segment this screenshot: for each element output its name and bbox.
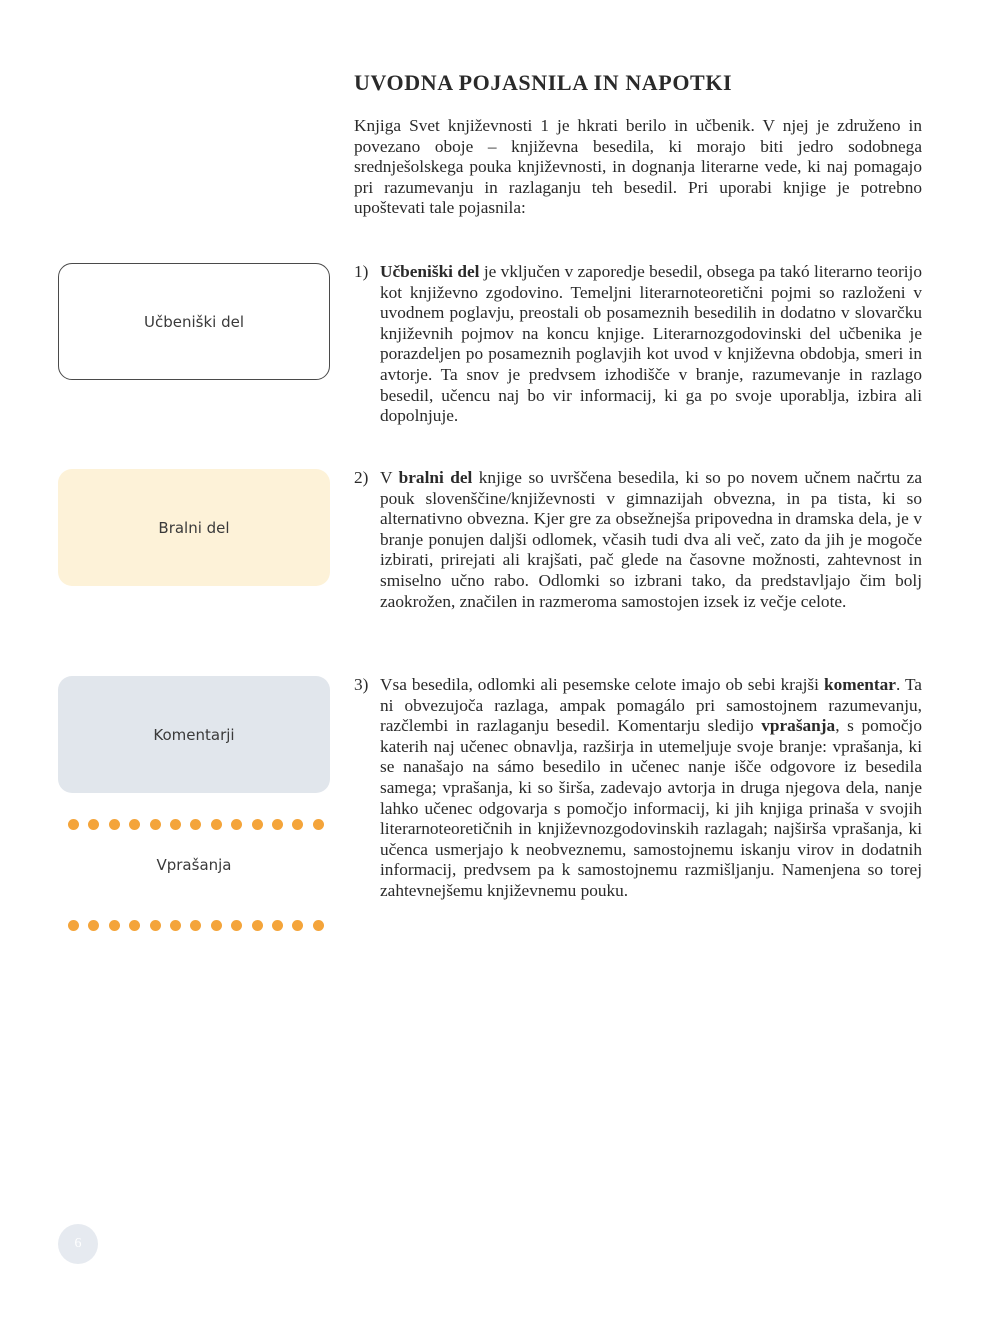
dot (272, 819, 283, 830)
list-item-komentarji (354, 675, 922, 902)
dot (68, 819, 79, 830)
ucbeniski-del-box (58, 263, 330, 380)
dot (190, 819, 201, 830)
dot (313, 819, 324, 830)
term-ucbeniski-del: Učbeniški del (380, 262, 480, 281)
term-bralni-del: bralni del (398, 468, 473, 487)
dot (170, 819, 181, 830)
dot (292, 819, 303, 830)
ucbeniski-del-label: Učbeniški del (143, 312, 244, 331)
vprasanja-label: Vprašanja (156, 856, 232, 874)
item-text: V bralni del knjige so uvrščena besedila, ki so po novem učnem načrtu za pouk slovenščine/književnosti v gimnazijah obvezna, in pa tista, ki so alternativno obvezna. Kjer gre za obsežnejša pripovedna in dramska dela, je v branje ponujen daljši odlomek, včasih tudi dva ali več, zato da jih je mogoče izbirati, prirejati ali krajšati, pač glede na časovne možnosti, zahtevnost in smiselno učno rabo. Odlomki so izbrani tako, da predstavljajo čim bolj zaokrožen, značilen in razmeroma samostojen izsek iz večje celote. (380, 468, 922, 611)
dot (150, 819, 161, 830)
dot (150, 920, 161, 931)
dot (190, 920, 201, 931)
bralni-del-box (58, 469, 330, 586)
page-title: UVODNA POJASNILA IN NAPOTKI (354, 70, 733, 95)
item-text: Učbeniški del je vključen v zaporedje besedil, obsega pa takó literarno teorijo kot književno zgodovino. Temeljni literarnoteoretični pojmi so razloženi v uvodnem poglavju, preostali ob posameznih besedilih in dodatno v slovarčku književnih pojmov na koncu knjige. Literarnozgodovinski del učbenika je porazdeljen po posameznih poglavjih kot uvod v književna obdobja, smeri in avtorje. Ta snov je predvsem izhodišče v branje, razumevanje in razlago besedil, učencu naj bo vir informacij, ki ga po svoje uporablja, izbira ali dopolnjuje. (380, 262, 922, 426)
term-vprasanja: vprašanja (761, 716, 836, 736)
dot (88, 819, 99, 830)
komentarji-label: Komentarji (153, 725, 235, 744)
dot (211, 819, 222, 830)
dot (272, 920, 283, 931)
dotted-divider-top (68, 819, 324, 830)
dot (231, 819, 242, 830)
bralni-del-label: Bralni del (158, 518, 230, 537)
dot (170, 920, 181, 931)
dot (109, 920, 120, 931)
dot (129, 920, 140, 931)
dot (68, 920, 79, 931)
dot (211, 920, 222, 931)
page-number-badge (58, 1224, 98, 1264)
komentarji-box (58, 676, 330, 793)
term-komentar: komentar (823, 675, 896, 694)
dot (252, 920, 263, 931)
dot (231, 920, 242, 931)
list-item-ucbeniski (354, 262, 922, 427)
dot (313, 920, 324, 931)
item-number: 2) (354, 468, 369, 487)
item-number: 1) (354, 262, 369, 281)
dot (109, 819, 120, 830)
item-text: Vsa besedila, odlomki ali pesemske celote imajo ob sebi krajši komentar. Ta ni obvezujoča razlaga, ampak pomagálo pri samostojnem razumevanju, razčlembi in razlaganju besedil. Komentarju sledijo vprašanja, s pomočjo katerih naj učenec obnavlja, razširja in utemeljuje svoje branje: vprašanja, ki se nanašajo na sámo besedilo in učenec nanje išče odgovore iz besedila samega; vprašanja, ki so širša, zadevajo avtorja in druga njegova dela, nanje lahko učenec odgovarja s pomočjo informacij, ki jih knjiga prinaša v svojih literarnoteoretičnih in književnozgodovinskih razlagah; najširša vprašanja, ki učenca usmerjajo k neobveznemu, samostojnemu iskanju virov in dodatnih informacij, predvsem pa k samostojnemu razmišljanju. Namenjena so torej zahtevnejšemu književnemu pouku. (380, 675, 922, 900)
dot (252, 819, 263, 830)
item-number: 3) (354, 675, 369, 694)
dot (292, 920, 303, 931)
intro-paragraph: Knjiga Svet književnosti 1 je hkrati berilo in učbenik. V njej je združeno in povezano oboje – književna besedila, ki morajo biti jedro sodobnega srednješolskega pouka književnosti, in dognanja literarne vede, ki naj pomagajo pri razumevanju in razlaganju teh besedil. Pri uporabi knjige je potrebno upoštevati tale pojasnila: (354, 116, 922, 218)
dotted-divider-bottom (68, 920, 324, 931)
list-item-bralni (354, 468, 922, 612)
page-number: 6 (74, 1236, 82, 1251)
dot (129, 819, 140, 830)
dot (88, 920, 99, 931)
